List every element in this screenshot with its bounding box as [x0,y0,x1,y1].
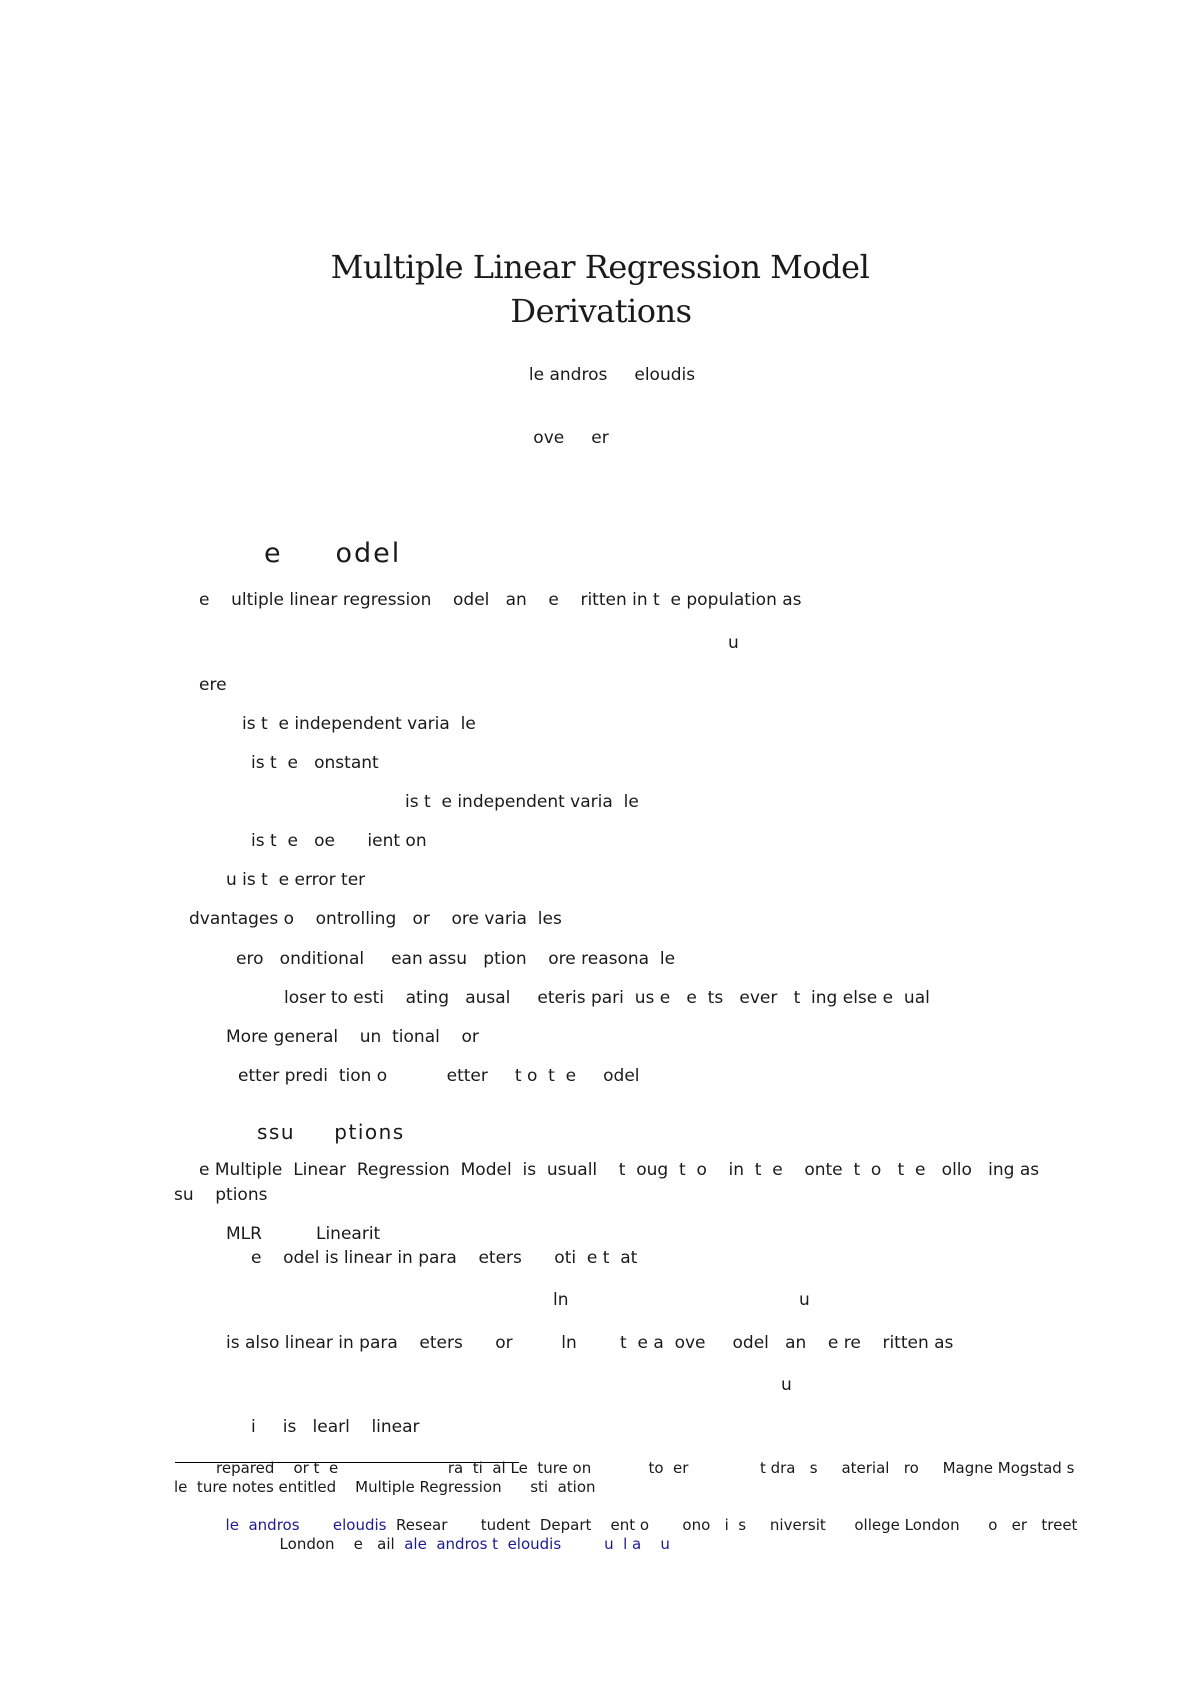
equation-3-u: u [781,1375,792,1395]
title-line-2: Derivations [510,292,692,330]
author-link[interactable]: le andros eloudis [225,1516,387,1534]
list-item: is t e independent varia le [405,792,639,812]
also-linear-text: is also linear in para eters or ln t e a ove odel an e re ritten as [226,1333,954,1353]
footnote-line-1: repared or t e ra ti al Le ture on to er t dra s aterial ro Magne Mogstad s [216,1459,1075,1477]
section-heading-model: e odel [264,538,402,569]
where-label: ere [199,675,227,695]
date: ove er [533,428,609,448]
section2-intro-line-2: su ptions [174,1185,268,1205]
list-item: is t e oe ient on [251,831,427,851]
section-heading-assumptions: ssu ptions [257,1120,405,1144]
advantages-lead: dvantages o ontrolling or ore varia les [189,909,562,929]
section1-intro: e ultiple linear regression odel an e ritten in t e population as [199,590,802,610]
footnote-line-2: le ture notes entitled Multiple Regression sti ation [174,1478,596,1496]
email-label: London e ail [279,1535,395,1553]
title-line-1: Multiple Linear Regression Model [330,248,870,286]
list-item: is t e independent varia le [242,714,476,734]
equation-2-u: u [799,1290,810,1310]
clearly-linear-text: i is learl linear [251,1417,420,1437]
list-item: loser to esti ating ausal eteris pari us e e ts ever t ing else e ual [284,988,930,1008]
footnote-line-4 [270,1517,670,1553]
equation-1-u: u [728,633,739,653]
assumption-mlr-label: MLR Linearit [226,1224,381,1244]
list-item: etter predi tion o etter t o t e odel [238,1066,640,1086]
section2-intro-line-1: e Multiple Linear Regression Model is usuall t oug t o in t e onte t o t e ollo ing as [199,1160,1040,1180]
equation-2-ln: ln [553,1290,569,1310]
list-item: u is t e error ter [226,870,366,890]
email-link[interactable]: ale andros t eloudis u l a u [404,1535,670,1553]
list-item: is t e onstant [251,753,379,773]
affiliation-text: Resear tudent Depart ent o ono i s niversit ollege London o er treet [386,1516,1078,1534]
list-item: More general un tional or [226,1027,479,1047]
assumption-mlr-text: e odel is linear in para eters oti e t at [251,1248,638,1268]
list-item: ero onditional ean assu ption ore reasona le [236,949,676,969]
author: le andros eloudis [528,365,696,385]
